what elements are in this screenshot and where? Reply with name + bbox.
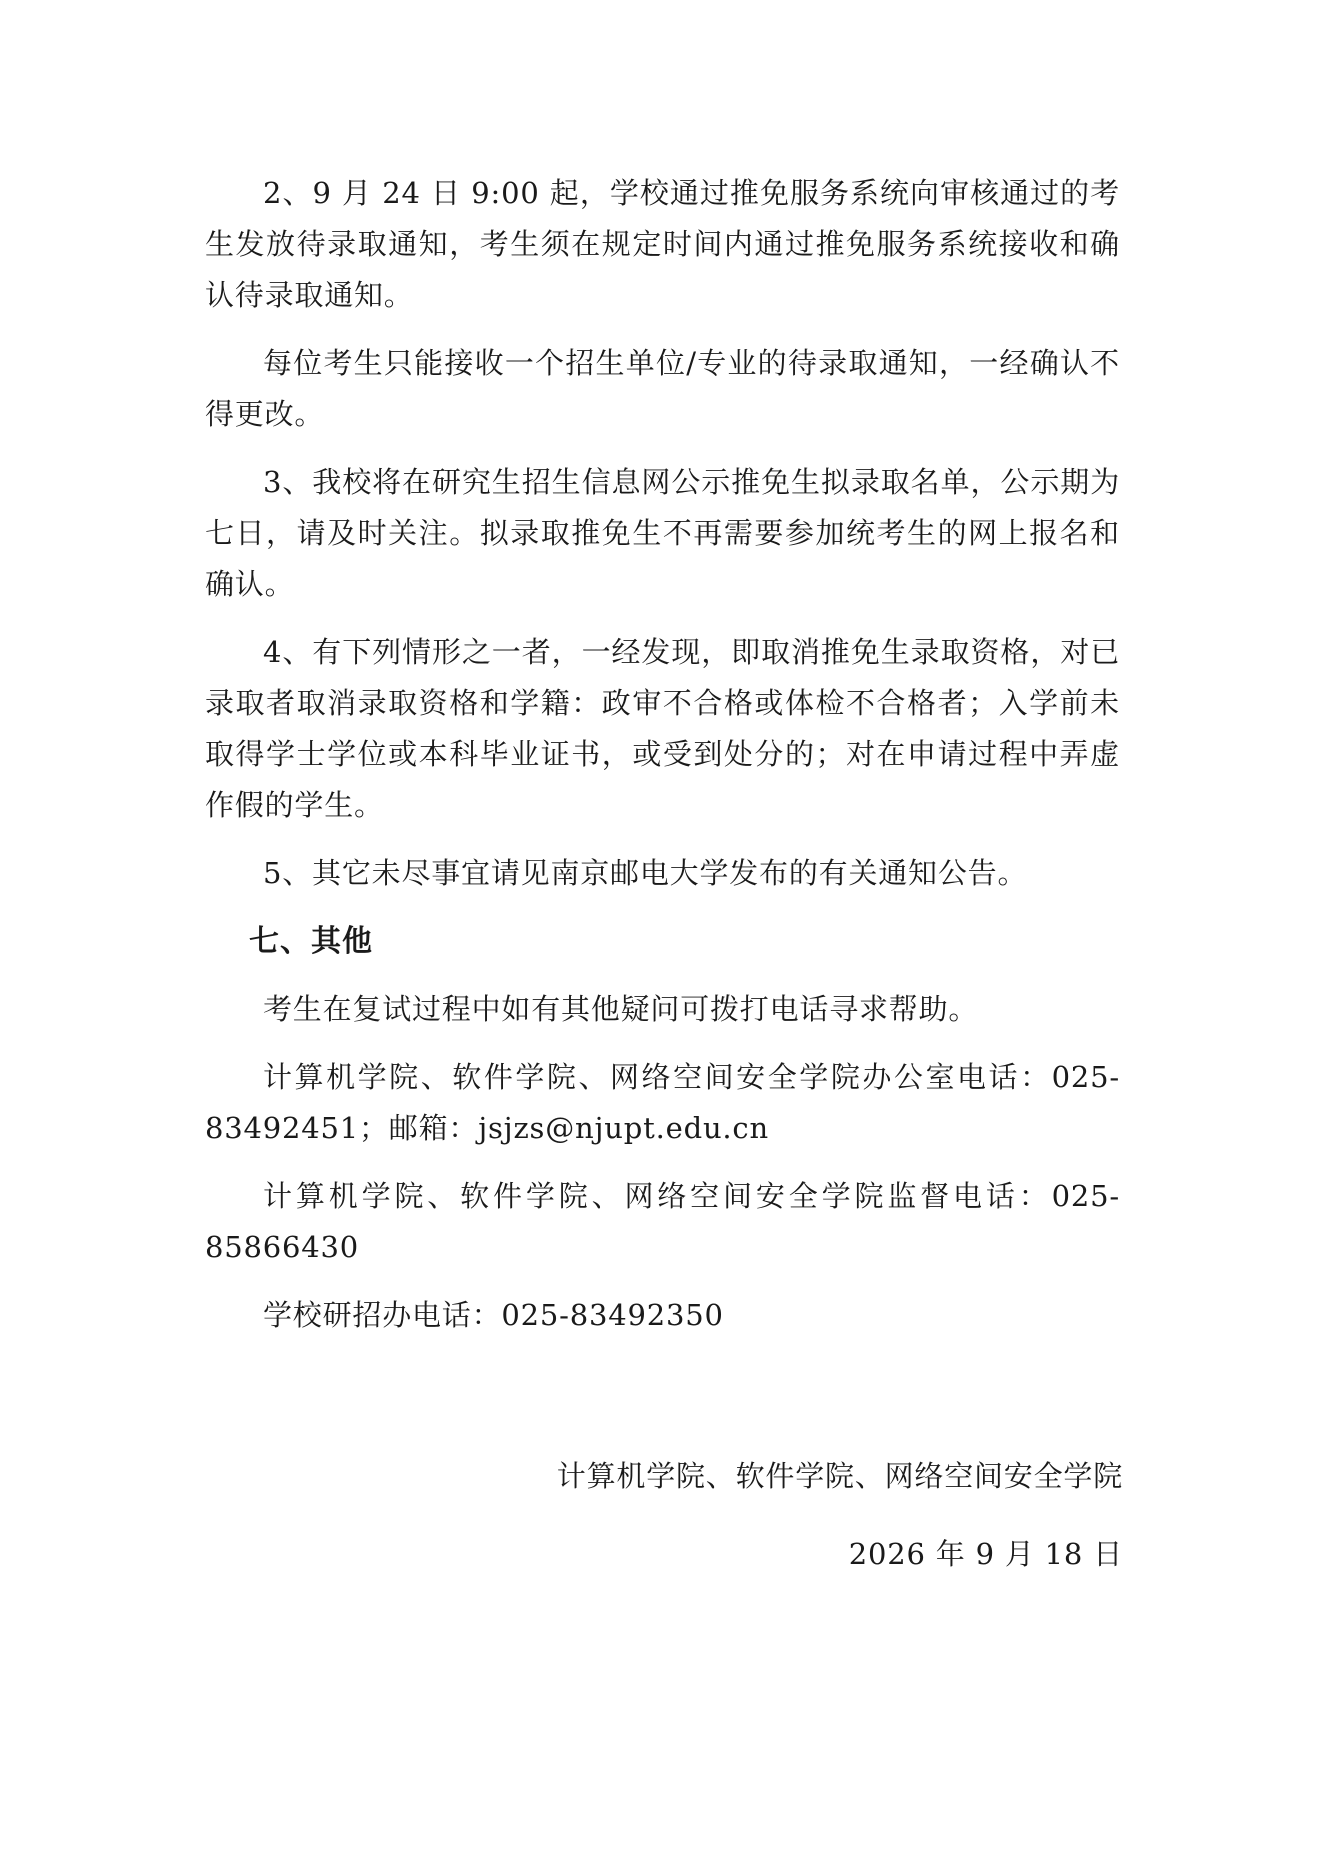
signature-date: 2026 年 9 月 18 日 bbox=[848, 1537, 1123, 1571]
signature-block bbox=[557, 1451, 1123, 1580]
paragraph-help-intro: 考生在复试过程中如有其他疑问可拨打电话寻求帮助。 bbox=[263, 992, 979, 1026]
paragraph-admissions-office-contact: 学校研招办电话：025-83492350 bbox=[263, 1298, 724, 1332]
paragraph-public-announcement: 3、我校将在研究生招生信息网公示推免生拟录取名单，公示期为七日，请及时关注。拟录取推免生不再需要参加统考生的网上报名和确认。 bbox=[205, 465, 1120, 601]
signature-organization: 计算机学院、软件学院、网络空间安全学院 bbox=[556, 1459, 1123, 1493]
paragraph-supervision-contact: 计算机学院、软件学院、网络空间安全学院监督电话：025-85866430 bbox=[205, 1179, 1120, 1264]
paragraph-office-contact: 计算机学院、软件学院、网络空间安全学院办公室电话：025-83492451；邮箱：jsjzs@njupt.edu.cn bbox=[205, 1060, 1120, 1145]
document-body bbox=[205, 168, 1120, 1358]
paragraph-admission-notice: 2、9 月 24 日 9:00 起，学校通过推免服务系统向审核通过的考生发放待录取通知，考生须在规定时间内通过推免服务系统接收和确认待录取通知。 bbox=[205, 176, 1120, 312]
paragraph-other-matters: 5、其它未尽事宜请见南京邮电大学发布的有关通知公告。 bbox=[263, 856, 1028, 890]
paragraph-disqualification: 4、有下列情形之一者，一经发现，即取消推免生录取资格，对已录取者取消录取资格和学籍：政审不合格或体检不合格者；入学前未取得学士学位或本科毕业证书，或受到处分的；对在申请过程中弄虚作假的学生。 bbox=[205, 635, 1120, 822]
section-heading-other: 七、其他 bbox=[249, 924, 373, 959]
paragraph-single-acceptance: 每位考生只能接收一个招生单位/专业的待录取通知，一经确认不得更改。 bbox=[205, 346, 1120, 431]
